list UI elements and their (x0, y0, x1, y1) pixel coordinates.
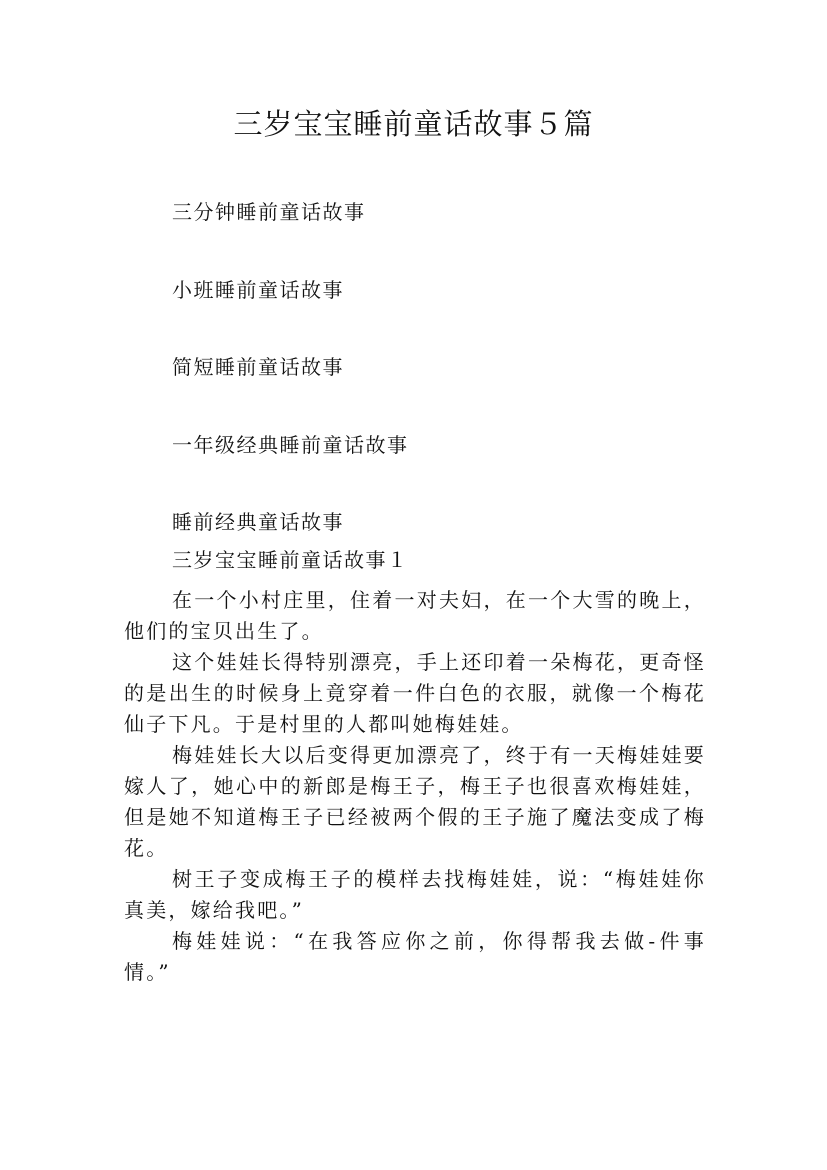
toc-item: 三分钟睡前童话故事 (172, 200, 366, 224)
document-title: 三岁宝宝睡前童话故事５篇 (233, 107, 594, 141)
story-heading: 三岁宝宝睡前童话故事１ (172, 548, 409, 572)
story-paragraph: 梅娃娃说：“在我答应你之前，你得帮我去做-件事情。” (124, 929, 706, 984)
story-paragraph: 在一个小村庄里，住着一对夫妇，在一个大雪的晚上，他们的宝贝出生了。 (124, 588, 706, 643)
toc-item: 简短睡前童话故事 (172, 355, 344, 379)
story-paragraph: 梅娃娃长大以后变得更加漂亮了，终于有一天梅娃娃要嫁人了，她心中的新郎是梅王子，梅王子也很喜欢梅娃娃，但是她不知道梅王子已经被两个假的王子施了魔法变成了梅花。 (124, 743, 706, 860)
story-paragraph: 树王子变成梅王子的模样去找梅娃娃，说：“梅娃娃你真美，嫁给我吧。” (124, 867, 706, 922)
toc-item: 小班睡前童话故事 (172, 278, 344, 302)
story-body (124, 585, 706, 988)
story-paragraph: 这个娃娃长得特别漂亮，手上还印着一朵梅花，更奇怪的是出生的时候身上竟穿着一件白色的衣服，就像一个梅花仙子下凡。于是村里的人都叫她梅娃娃。 (124, 650, 706, 736)
toc-item: 睡前经典童话故事 (172, 510, 344, 534)
toc-item: 一年级经典睡前童话故事 (172, 433, 409, 457)
